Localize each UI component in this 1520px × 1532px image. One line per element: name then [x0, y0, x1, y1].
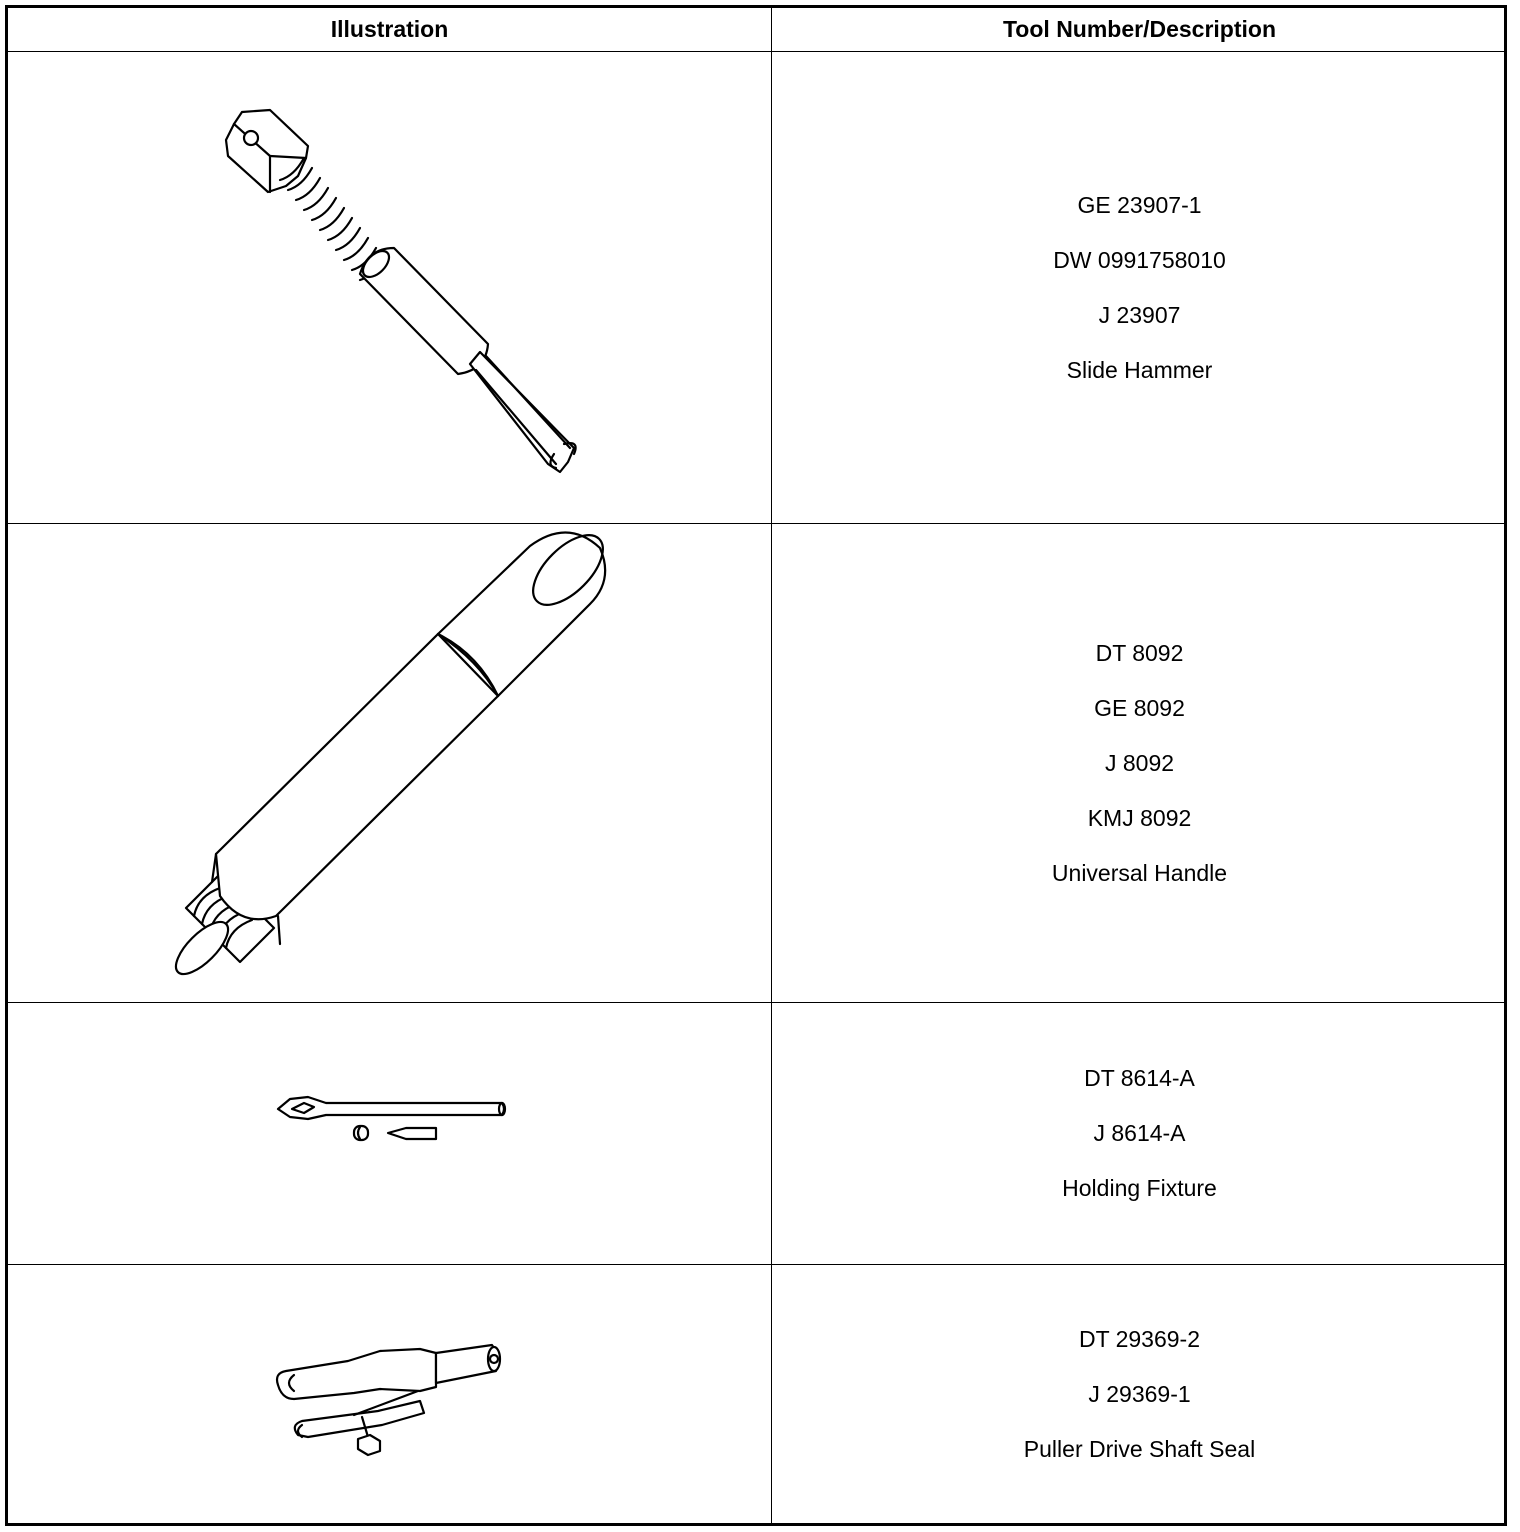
tool-number: J 23907: [1098, 301, 1181, 328]
tool-number: DT 29369-2: [1078, 1325, 1201, 1352]
holding-fixture-illustration: [8, 1003, 771, 1264]
tool-name: Puller Drive Shaft Seal: [1023, 1435, 1256, 1462]
puller-illustration: [8, 1265, 771, 1523]
tool-number: DW 0991758010: [1053, 246, 1226, 273]
illustration-cell: [8, 52, 771, 523]
header-illustration: Illustration: [330, 16, 449, 42]
tool-name: Universal Handle: [1051, 859, 1228, 886]
tool-number: J 8092: [1104, 749, 1175, 776]
tool-number: KMJ 8092: [1087, 804, 1192, 831]
tool-number: J 29369-1: [1088, 1380, 1191, 1407]
tool-description-cell: [772, 524, 1507, 1002]
tool-number: GE 8092: [1094, 694, 1185, 721]
tool-number: J 8614-A: [1093, 1120, 1186, 1146]
header-description: Tool Number/Description: [1002, 16, 1277, 42]
tool-name: Holding Fixture: [1062, 1175, 1217, 1201]
tool-name: Slide Hammer: [1066, 356, 1213, 383]
illustration-cell: [8, 1003, 771, 1264]
tool-table: [5, 5, 1507, 1526]
tool-number: DT 8614-A: [1084, 1065, 1195, 1091]
slide-hammer-illustration: [8, 52, 771, 523]
tool-description-cell: [772, 1003, 1507, 1264]
illustration-cell: [8, 524, 771, 1002]
tool-description-cell: [772, 52, 1507, 523]
illustration-cell: [8, 1265, 771, 1523]
tool-number: DT 8092: [1095, 639, 1184, 666]
tool-description-cell: [772, 1265, 1507, 1523]
tool-number: GE 23907-1: [1077, 191, 1202, 218]
universal-handle-illustration: [8, 524, 771, 1002]
